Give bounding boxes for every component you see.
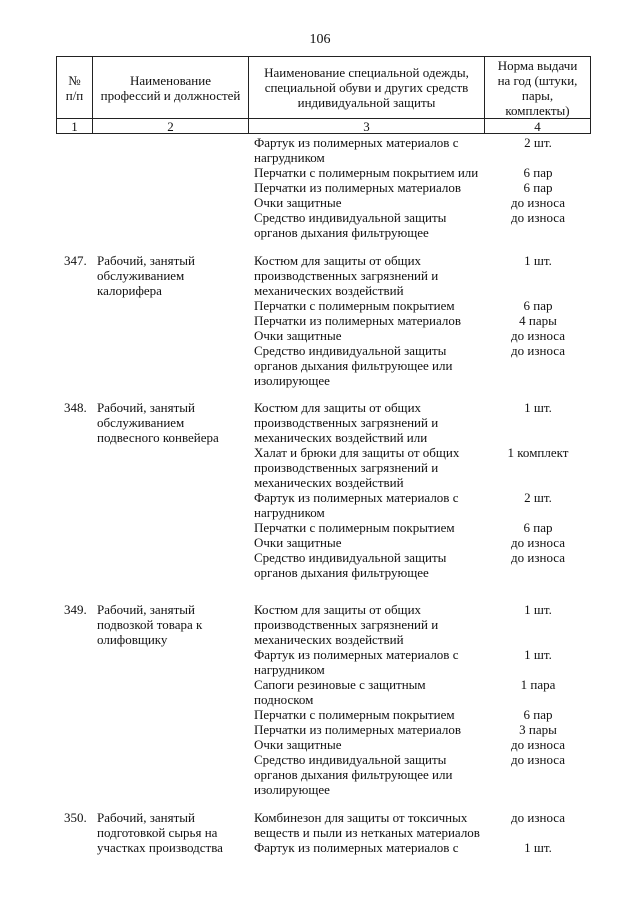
equipment-line: изолирующее (254, 782, 330, 797)
profession-line: Рабочий, занятый (97, 602, 195, 617)
equipment-item (254, 135, 484, 165)
norm-value: 3 пары (519, 722, 557, 737)
profession-line: подвозкой товара к (97, 617, 203, 632)
row-number: 349. (64, 602, 87, 617)
norm-value-cell (486, 313, 590, 328)
norm-value: 6 пар (523, 298, 553, 313)
equipment-line: подноском (254, 692, 314, 707)
equipment-line: производственных загрязнений и (254, 460, 439, 475)
header-num-1: 1 (57, 119, 93, 134)
norm-value: до износа (511, 737, 565, 752)
equipment-item (254, 180, 484, 195)
norm-value: 1 комплект (507, 445, 569, 460)
norm-value: до износа (511, 195, 565, 210)
equipment-item (254, 165, 484, 180)
norm-value-cell (486, 445, 590, 490)
norm-value: 1 шт. (524, 647, 552, 662)
equipment-item (254, 550, 484, 580)
norm-list (486, 602, 590, 797)
norm-value: 1 шт. (524, 602, 552, 617)
norm-value-cell (486, 752, 590, 797)
norm-value-cell (486, 135, 590, 165)
header-col-profession (93, 57, 249, 119)
header-line: на год (штуки, (497, 72, 578, 88)
norm-value: 1 шт. (524, 400, 552, 415)
equipment-line: Костюм для защиты от общих (254, 253, 422, 268)
equipment-line: Фартук из полимерных материалов с (254, 135, 459, 150)
norm-value-cell (486, 210, 590, 240)
equipment-item (254, 195, 484, 210)
norm-value: 2 шт. (524, 490, 552, 505)
norm-value-cell (486, 328, 590, 343)
norm-value: до износа (511, 752, 565, 767)
equipment-item (254, 298, 484, 313)
profession-line: участках производства (97, 840, 223, 855)
header-line: комплекты) (505, 102, 570, 118)
page-number: 106 (309, 32, 331, 47)
norm-value-cell (486, 677, 590, 707)
profession-line: Рабочий, занятый (97, 400, 195, 415)
profession-line: обслуживанием (97, 415, 185, 430)
equipment-line: Средство индивидуальной защиты (254, 752, 447, 767)
equipment-item (254, 445, 484, 490)
equipment-line: веществ и пыли из нетканых материалов (254, 825, 480, 840)
norm-value-cell (486, 343, 590, 388)
equipment-line: Средство индивидуальной защиты (254, 343, 447, 358)
norm-value-cell (486, 195, 590, 210)
equipment-item (254, 535, 484, 550)
equipment-line: Перчатки из полимерных материалов (254, 180, 462, 195)
norm-value-cell (486, 737, 590, 752)
header-line: специальной обуви и других средств (264, 80, 469, 95)
equipment-line: Фартук из полимерных материалов с (254, 647, 459, 662)
norm-value-cell (486, 535, 590, 550)
norm-value-cell (486, 520, 590, 535)
equipment-item (254, 313, 484, 328)
header-line: № (68, 72, 81, 88)
equipment-list (254, 400, 484, 580)
norm-value: 4 пары (519, 313, 557, 328)
profession-name (97, 810, 247, 855)
norm-value: 1 шт. (524, 840, 552, 855)
norm-value-cell (486, 298, 590, 313)
norm-value: 2 шт. (524, 135, 552, 150)
norm-value-cell (486, 722, 590, 737)
header-num-4: 4 (485, 119, 591, 134)
equipment-line: Перчатки с полимерным покрытием или (254, 165, 479, 180)
equipment-line: Очки защитные (254, 195, 342, 210)
norm-list (486, 253, 590, 388)
norm-value-cell (486, 550, 590, 580)
profession-line: калорифера (97, 283, 162, 298)
norm-list (486, 400, 590, 580)
equipment-line: Средство индивидуальной защиты (254, 550, 447, 565)
profession-line: обслуживанием (97, 268, 185, 283)
header-col-norm (485, 57, 591, 119)
equipment-list (254, 135, 484, 240)
equipment-line: производственных загрязнений и (254, 617, 439, 632)
row-number (64, 135, 94, 150)
profession-name (97, 602, 247, 647)
equipment-item (254, 328, 484, 343)
equipment-item (254, 602, 484, 647)
profession-line: Рабочий, занятый (97, 253, 195, 268)
row-number: 348. (64, 400, 87, 415)
equipment-item (254, 752, 484, 797)
equipment-line: механических воздействий (254, 475, 404, 490)
norm-value: 6 пар (523, 707, 553, 722)
norm-value: до износа (511, 550, 565, 565)
equipment-line: производственных загрязнений и (254, 415, 439, 430)
norm-value: до износа (511, 810, 565, 825)
header-num-3: 3 (249, 119, 485, 134)
norm-value-cell (486, 810, 590, 840)
norm-value-cell (486, 647, 590, 677)
profession-name (97, 253, 247, 298)
norm-value-cell (486, 180, 590, 195)
row-number: 347. (64, 253, 87, 268)
norm-value-cell (486, 400, 590, 445)
equipment-line: Перчатки с полимерным покрытием (254, 707, 455, 722)
equipment-line: механических воздействий (254, 283, 404, 298)
equipment-line: Перчатки из полимерных материалов (254, 722, 462, 737)
equipment-line: Перчатки с полимерным покрытием (254, 298, 455, 313)
header-line: пары, (521, 87, 554, 103)
norm-value: 1 пара (520, 677, 556, 692)
table-header (56, 56, 591, 134)
norm-value: 6 пар (523, 520, 553, 535)
header-line: Норма выдачи (497, 57, 578, 73)
header-num-2: 2 (93, 119, 249, 134)
norm-value: до износа (511, 535, 565, 550)
norm-value-cell (486, 490, 590, 520)
equipment-line: Средство индивидуальной защиты (254, 210, 447, 225)
equipment-line: органов дыхания фильтрующее или (254, 767, 453, 782)
equipment-item (254, 400, 484, 445)
equipment-list (254, 810, 484, 855)
equipment-line: нагрудником (254, 150, 325, 165)
equipment-item (254, 810, 484, 840)
header-col-equipment (249, 57, 485, 119)
norm-value-cell (486, 707, 590, 722)
header-line: п/п (65, 87, 84, 103)
equipment-item (254, 647, 484, 677)
header-line: Наименование (130, 72, 211, 88)
equipment-list (254, 602, 484, 797)
equipment-item (254, 840, 484, 855)
equipment-item (254, 737, 484, 752)
equipment-line: Костюм для защиты от общих (254, 400, 422, 415)
norm-value-cell (486, 602, 590, 647)
norm-value: до износа (511, 210, 565, 225)
header-line: индивидуальной защиты (297, 95, 436, 110)
equipment-line: Костюм для защиты от общих (254, 602, 422, 617)
equipment-item (254, 520, 484, 535)
equipment-line: Халат и брюки для защиты от общих (254, 445, 460, 460)
profession-line: подготовкой сырья на (97, 825, 218, 840)
equipment-line: Очки защитные (254, 535, 342, 550)
equipment-item (254, 722, 484, 737)
norm-list (486, 810, 590, 855)
equipment-line: Очки защитные (254, 328, 342, 343)
equipment-line: изолирующее (254, 373, 330, 388)
norm-value: до износа (511, 328, 565, 343)
equipment-line: механических воздействий (254, 632, 404, 647)
equipment-line: органов дыхания фильтрующее (254, 225, 429, 240)
equipment-line: Сапоги резиновые с защитным (254, 677, 426, 692)
equipment-item (254, 490, 484, 520)
equipment-line: Комбинезон для защиты от токсичных (254, 810, 468, 825)
profession-line: Рабочий, занятый (97, 810, 195, 825)
equipment-item (254, 343, 484, 388)
equipment-line: Фартук из полимерных материалов с (254, 840, 459, 855)
profession-line: подвесного конвейера (97, 430, 219, 445)
equipment-line: Фартук из полимерных материалов с (254, 490, 459, 505)
equipment-item (254, 707, 484, 722)
norm-value-cell (486, 165, 590, 180)
equipment-item (254, 253, 484, 298)
norm-value: 1 шт. (524, 253, 552, 268)
norm-value: 6 пар (523, 165, 553, 180)
equipment-line: нагрудником (254, 662, 325, 677)
equipment-item (254, 210, 484, 240)
equipment-line: органов дыхания фильтрующее (254, 565, 429, 580)
header-line: Наименование специальной одежды, (264, 65, 469, 80)
equipment-line: механических воздействий или (254, 430, 428, 445)
profession-line: олифовщику (97, 632, 168, 647)
norm-list (486, 135, 590, 240)
norm-value-cell (486, 840, 590, 855)
header-line: профессий и должностей (100, 87, 241, 103)
profession-name (97, 400, 247, 445)
norm-value: до износа (511, 343, 565, 358)
equipment-line: нагрудником (254, 505, 325, 520)
equipment-list (254, 253, 484, 388)
header-col-number (57, 57, 93, 119)
row-number: 350. (64, 810, 87, 825)
equipment-line: Перчатки из полимерных материалов (254, 313, 462, 328)
norm-value-cell (486, 253, 590, 298)
equipment-line: производственных загрязнений и (254, 268, 439, 283)
equipment-item (254, 677, 484, 707)
equipment-line: органов дыхания фильтрующее или (254, 358, 453, 373)
norm-value: 6 пар (523, 180, 553, 195)
equipment-line: Очки защитные (254, 737, 342, 752)
equipment-line: Перчатки с полимерным покрытием (254, 520, 455, 535)
